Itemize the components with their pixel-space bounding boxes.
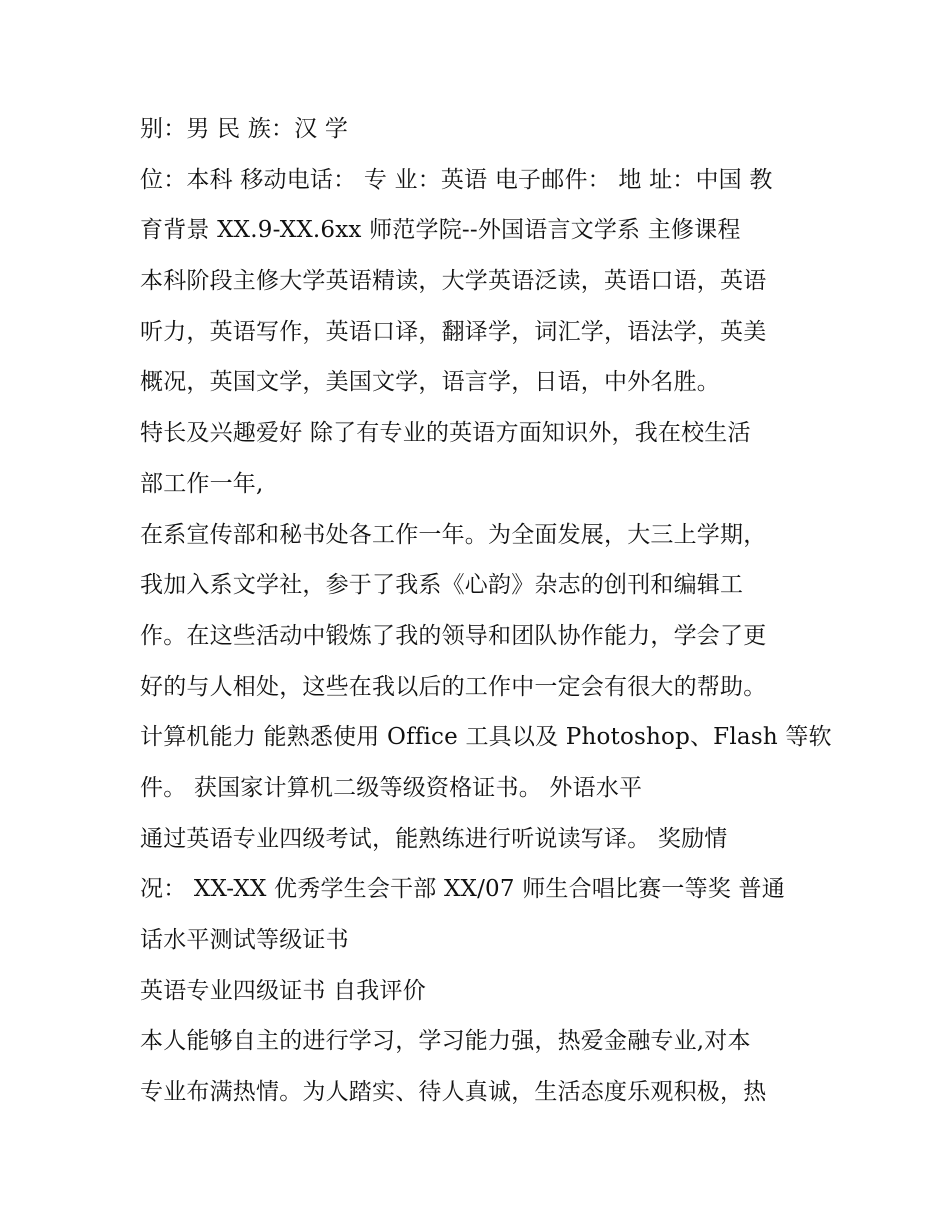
- text-line: 位：本科 移动电话： 专 业：英语 电子邮件： 地 址：中国 教: [140, 166, 773, 193]
- text-line: 英语专业四级证书 自我评价: [140, 977, 426, 1004]
- text-line: 别：男 民 族：汉 学: [140, 116, 349, 142]
- text-line: 计算机能力 能熟悉使用 Office 工具以及 Photoshop、Flash 等软: [140, 724, 832, 751]
- text-line: 本科阶段主修大学英语精读，大学英语泛读，英语口语，英语: [140, 268, 767, 295]
- text-line: 在系宣传部和秘书处各工作一年。为全面发展，大三上学期，: [140, 521, 767, 548]
- text-line: 育背景 XX.9-XX.6xx 师范学院--外国语言文学系 主修课程: [140, 217, 741, 244]
- text-line: 作。在这些活动中锻炼了我的领导和团队协作能力，学会了更: [140, 622, 767, 649]
- text-line: 特长及兴趣爱好 除了有专业的英语方面知识外，我在校生活: [140, 420, 751, 447]
- text-line: 况： XX-XX 优秀学生会干部 XX/07 师生合唱比赛一等奖 普通: [140, 876, 785, 903]
- text-line: 听力，英语写作，英语口译，翻译学，词汇学，语法学，英美: [140, 318, 767, 345]
- text-line: 件。 获国家计算机二级等级资格证书。 外语水平: [140, 774, 643, 801]
- resume-text-body: [140, 104, 830, 1118]
- text-line: 部工作一年,: [140, 470, 264, 497]
- text-line: 话水平测试等级证书: [140, 927, 349, 953]
- text-line: 概况，英国文学，美国文学，语言学，日语，中外名胜。: [140, 369, 720, 396]
- text-line: 专业布满热情。为人踏实、待人真诚，生活态度乐观积极，热: [140, 1079, 767, 1106]
- text-line: 通过英语专业四级考试，能熟练进行听说读写译。 奖励情: [140, 825, 728, 852]
- text-line: 好的与人相处，这些在我以后的工作中一定会有很大的帮助。: [140, 673, 767, 700]
- text-line: 我加入系文学社，参于了我系《心韵》杂志的创刊和编辑工: [140, 572, 744, 599]
- text-line: 本人能够自主的进行学习，学习能力强，热爱金融专业,对本: [140, 1028, 751, 1055]
